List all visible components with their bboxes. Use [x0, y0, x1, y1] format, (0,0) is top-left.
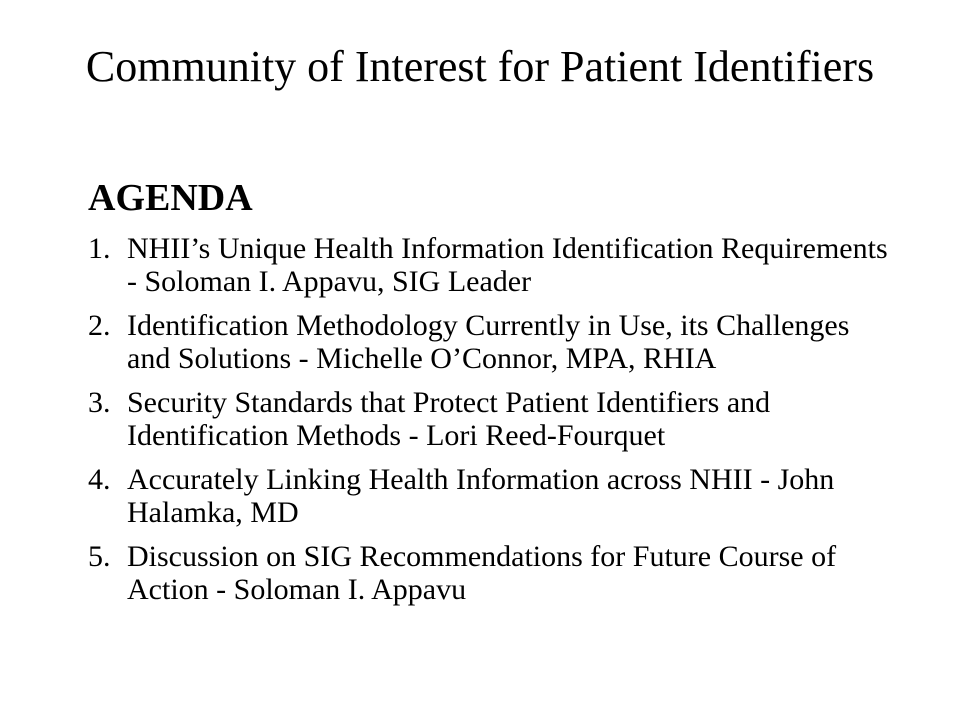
- agenda-item: [88, 232, 888, 298]
- agenda-item-text: Accurately Linking Health Information across NHII - John Halamka, MD: [127, 463, 835, 529]
- agenda-item: [88, 309, 888, 375]
- agenda-item-text: Identification Methodology Currently in Use, its Challenges and Solutions - Michelle O’Connor, MPA, RHIA: [127, 309, 850, 375]
- agenda-item: [88, 386, 888, 452]
- agenda-item: [88, 463, 888, 529]
- slide-content: [88, 176, 888, 617]
- agenda-item-text: Discussion on SIG Recommendations for Future Course of Action - Soloman I. Appavu: [127, 540, 837, 606]
- agenda-item: [88, 540, 888, 606]
- agenda-item-number: 4.: [88, 463, 111, 496]
- agenda-item-number: 3.: [88, 386, 111, 419]
- agenda-item-number: 1.: [88, 232, 111, 265]
- agenda-heading: AGENDA: [88, 177, 253, 219]
- agenda-item-number: 5.: [88, 540, 111, 573]
- agenda-list: [88, 232, 888, 606]
- slide-title: Community of Interest for Patient Identifiers: [85, 42, 875, 91]
- agenda-item-text: NHII’s Unique Health Information Identification Requirements - Soloman I. Appavu, SIG Leader: [127, 232, 888, 298]
- agenda-item-text: Security Standards that Protect Patient Identifiers and Identification Methods - Lori Reed-Fourquet: [127, 386, 771, 452]
- agenda-item-number: 2.: [88, 309, 111, 342]
